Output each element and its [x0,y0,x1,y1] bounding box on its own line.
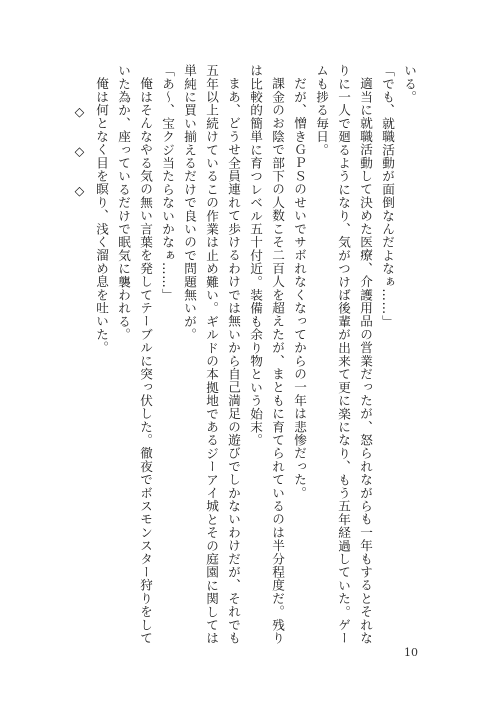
paragraph-continuation: りに一人で廻るようになり、気がつけば後輩が出来て更に楽になり、もう五年経過していた。ゲー [336,64,351,645]
paragraph-continuation: 単純に買い揃えるだけで良いので問題無いが。 [182,64,197,342]
page-number: 10 [404,646,418,659]
paragraph-continuation: は比較的簡単に育つレベル五十付近。装備も余り物という始末。 [248,64,263,447]
paragraph: 俺は何となく目を瞑り、浅く溜め息を吐いた。 [94,76,109,354]
paragraph: だが、憎きＧＰＳのせいでサボれなくなってからの一年は悲惨だった。 [292,76,307,499]
paragraph: いる。 [402,64,417,104]
paragraph-continuation: 五年以上続けているこの作業は止め難い。ギルドの本拠地であるジーアイ城とその庭園に関しては [204,64,219,645]
paragraph-continuation: ムも捗る毎日。 [314,64,329,157]
paragraph: まあ、どうせ全員連れて歩けるわけでは無いから自己満足の遊びでしかないわけだが、それでも [226,76,241,645]
dialogue-line: 「でも、就職活動が面倒なんだよなぁ……」 [380,64,395,328]
novel-text-body [72,64,420,645]
paragraph: 課金のお陰で部下の人数こそ二百人を超えたが、まともに育てられているのは半分程度だ。残り [270,76,285,645]
scene-separator: ◇ ◇ ◇ [72,104,87,205]
paragraph: 俺はそんなやる気の無い言葉を発してテーブルに突っ伏した。徹夜でボスモンスター狩りをして [138,76,153,645]
paragraph: 適当に就職活動して決めた医療、介護用品の営業だったが、怒られながらも一年もするとそれな [358,76,373,645]
dialogue-line: 「あ〜、宝クジ当たらないかなぁ……」 [160,64,175,302]
paragraph-continuation: いた為か、座っているだけで眠気に襲われる。 [116,64,131,342]
